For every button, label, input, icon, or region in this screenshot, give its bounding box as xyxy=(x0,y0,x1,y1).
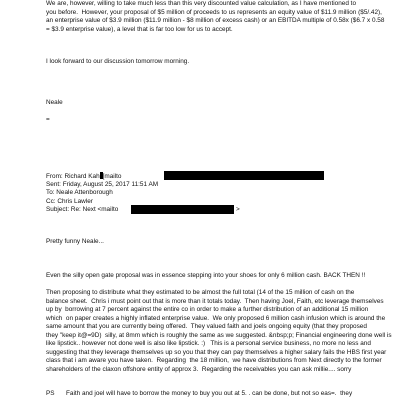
greeting-line: Pretty funny Neale... xyxy=(46,238,104,245)
para-line-2: balance sheet. Chris i must point out that is more than it totals today. Then having Joel, Faith, etc leverage themselves xyxy=(46,297,384,305)
look-forward-line: I look forward to our discussion tomorrow morning. xyxy=(46,58,190,65)
para-line-5: same amount that you are currently being offered. They valued faith and joels ongoing equity (that they proposed xyxy=(46,323,367,330)
from-email-redaction xyxy=(164,171,324,180)
para-line-6: they "keep it@=9D) silly, at 8mm which is roughly the same as we suggested. &nbsp;p; Financial engineering done well is xyxy=(46,331,392,339)
signature-name: Neale xyxy=(46,99,63,106)
para-line-9: class that i am aware you have taken. Regarding the 18 million, we have distributions from Next directly to the former xyxy=(46,357,382,364)
intro-line-1: We are, however, willing to take much less than this very discounted value calculation, as I have mentioned to xyxy=(46,0,356,7)
subject-redaction xyxy=(131,205,234,214)
header-to: To: Neale Attenborough xyxy=(46,189,113,196)
intro-line-4: = $3.9 enterprise value), a level that is far too low for us to accept. xyxy=(46,25,233,33)
header-subject-suffix: > xyxy=(236,206,240,213)
header-cc: Cc: Chris Lawler xyxy=(46,197,93,205)
para-line-4: which on paper creates a highly inflated enterprise value. We only proposed 6 million cash infusion which is around the xyxy=(46,314,386,322)
silly-proposal-line: Even the silly open gate proposal was in essence stepping into your shoes for only 6 million cash. BACK THEN !! xyxy=(46,272,366,279)
header-from-suffix: [mailto xyxy=(102,173,122,180)
ps-text: Faith and joel will have to borrow the money to buy you out at 5. . can be done, but not so eas=. they xyxy=(66,390,353,397)
para-line-7: like lipstick.. however not done well is also like lipstick. :) This is a personal service business, no more no less and xyxy=(46,340,371,347)
header-sent: Sent: Friday, August 25, 2017 11:51 AM xyxy=(46,180,159,188)
header-subject xyxy=(46,206,118,214)
para-line-1: Then proposing to distribute what they estimated to be almost the full total (14 of the 15 million of cash on the xyxy=(46,289,355,296)
para-line-10: shareholders of the claxon offshore entity of approx 3. Regarding the receivables you can ask millie.... sorry xyxy=(46,365,352,373)
ps-label: PS xyxy=(46,390,55,397)
para-line-8: suggesting that they leverage themselves up so you that they can pay themselves a higher salary fails the HBS first year xyxy=(46,348,387,356)
header-subject-prefix: Subject: Re: Next <mailto xyxy=(46,206,119,213)
separator-mark: = xyxy=(46,116,50,123)
intro-line-3: an enterprise value of $3.9 million ($11.9 million - $8 million of excess cash) or an EBITDA multiple of 0.58x ($6.7 x 0.58 xyxy=(46,17,385,24)
para-line-3: up by borrowing at 7 percent against the entire co in order to make a further distribution of an additional 15 million xyxy=(46,306,369,313)
header-from-prefix: From: Richard Kah xyxy=(46,173,100,180)
intro-line-2: you before. However, your proposal of $5 million of proceeds to us represents an equity value of $11.9 million ($5/.42), xyxy=(46,8,382,16)
